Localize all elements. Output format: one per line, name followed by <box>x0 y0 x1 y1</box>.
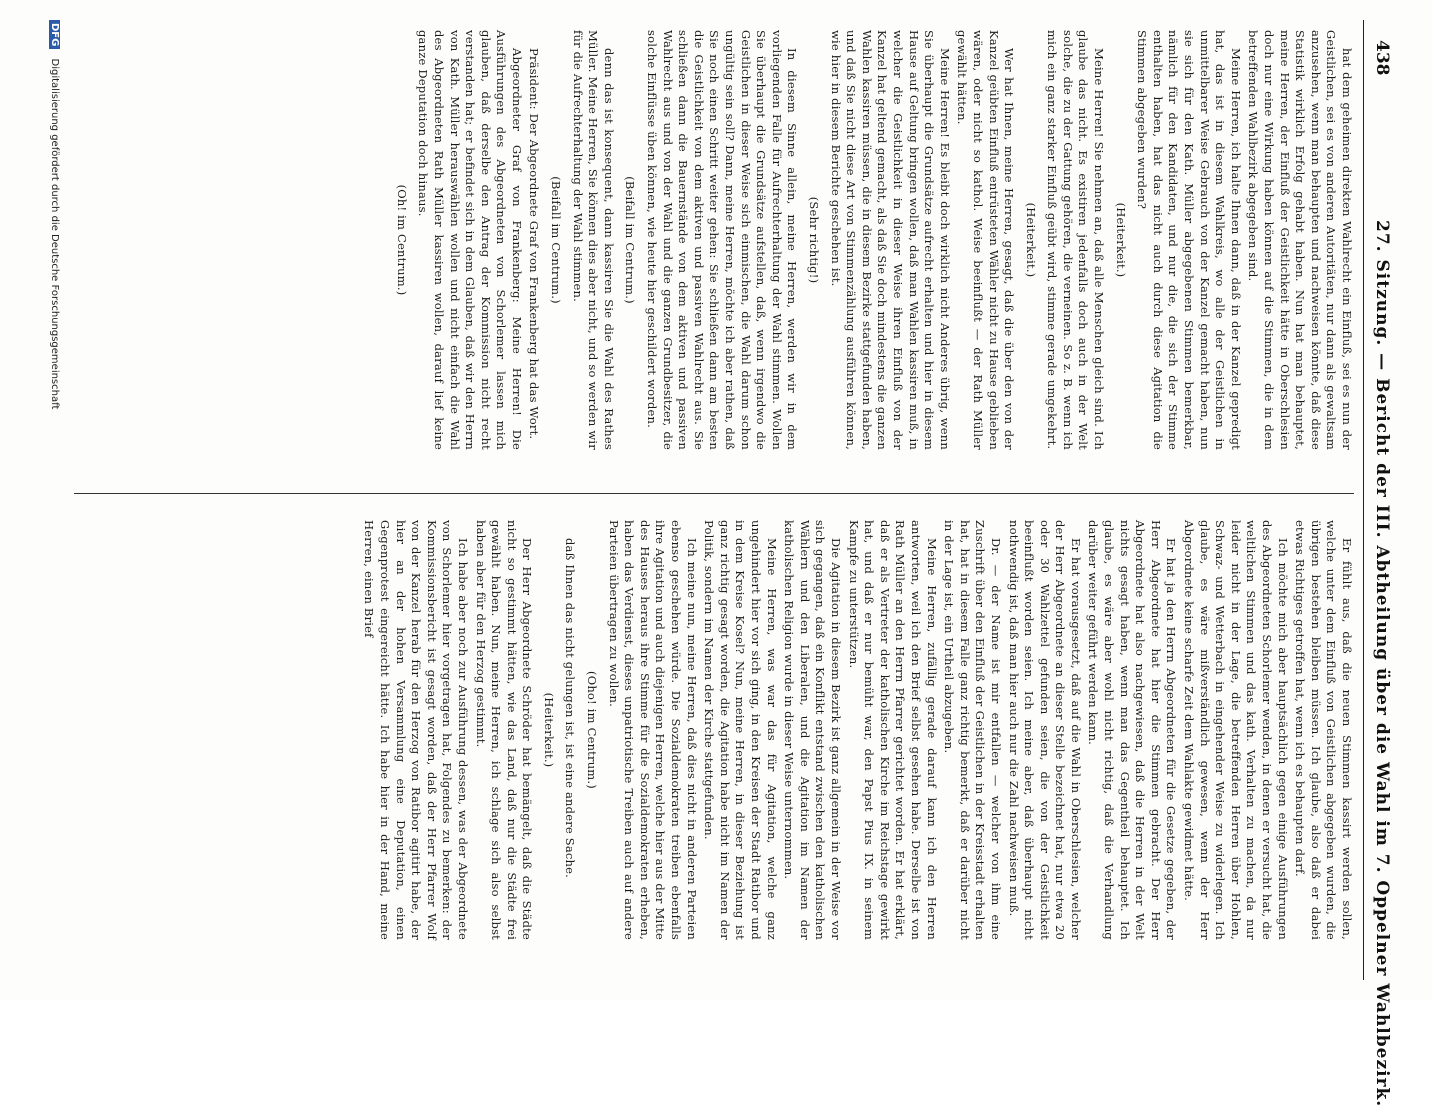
left-column-paragraph: hat dem geheimen direkten Wahlrecht ein Einfluß, sei es nun der Geistlichen, sei es von anderen Autoritäten, nur dann als gewaltsam anzusehen, wenn man behaupten und nachweisen könnte, daß diese Statistik wirklich Erfolg gehabt haben. Nun hat man behauptet, meine Herren, der Einfluß der Geistlichkeit hätte in Oberschlesien doch nur eine Wirkung haben können auf die Stimmen, die in dem betreffenden Wahlbezirk abgegeben sind. <box>1246 30 1354 450</box>
left-column-paragraph: Meine Herren! Sie nehmen an, daß alle Menschen gleich sind. Ich glaube das nicht. Es existiren jedenfalls doch auch in der Welt solche, die zu der Gattung gehören, die verneinen. So z. B. wenn ich mich ein ganz starker Einfluß geübt wird, stimme gerade umgekehrt. <box>1045 30 1107 450</box>
left-column-paragraph: (Heiterkeit.) <box>1023 202 1038 278</box>
footer-text: Digitalisierung gefördert durch die Deutsche Forschungsgemeinschaft <box>49 58 60 410</box>
left-column-paragraph: (Heiterkeit.) <box>1113 202 1128 278</box>
right-column-paragraph: Die Agitation in diesem Bezirk ist ganz allgemein in der Weise vor sich gegangen, daß ein Konflikt entstand zwischen den katholischen Wählern und den Liberalen, und die Agitation im Namen der katholischen Religion wurde in dieser Weise unternommen. <box>782 520 843 940</box>
left-column-paragraph: (Beifall im Centrum.) <box>623 176 638 304</box>
right-column-paragraph: (Heiterkeit.) <box>541 692 556 768</box>
left-column-paragraph: Meine Herren! Es bleibt doch wirklich nicht Anderes übrig, wenn Sie überhaupt die Grundsätze aufrecht erhalten und hier in diesem Hause auf Geltung bringen wollen, daß man Wahlen kassiren muß, in welcher die Geistlichkeit in dieser Weise ihren Einfluß von der Kanzel hat geltend gemacht, als daß Sie doch mindestens die ganzen Wahlen kassiren müssen, die in diesem Bezirke stattgefunden haben, und daß Sie nicht diese Art von Stimmenzählung ausführen können, wie hier in diesem Berichte geschehen ist. <box>828 30 952 450</box>
left-column-paragraph: Präsident: Der Abgeordnete Graf von Frankenberg hat das Wort. <box>527 48 542 440</box>
right-column-paragraph: Meine Herren, was war das für Agitation, welche ganz ungehindert hier vor sich ging, in den Kreisen der Stadt Ratibor und in dem Kreise Kosel? Nun, meine Herren, in dieser Beziehung ist ganz richtig gesagt worden, die Agitation habe nicht im Namen der Politik, sondern im Namen der Kirche stattgefunden. <box>702 520 779 940</box>
header-rule <box>1363 20 1364 980</box>
column-divider <box>74 493 1354 494</box>
dfg-logo: DFG <box>49 20 60 49</box>
right-column-paragraph: Er hat vorausgesetzt, daß auf die Wahl in Oberschlesien, welcher der Herr Abgeordnete an dieser Stelle bezeichnet hat, nur etwa 20 oder 30 Wahlzettel gefunden seien, die von der Geistlichkeit beeinflußt worden seien. Ich meine aber, daß überhaupt nicht nothwendig ist, daß man hier auch nur die Zahl nachweisen muß. <box>1006 520 1083 940</box>
left-column-paragraph: (Oh! im Centrum.) <box>394 184 409 296</box>
left-column-paragraph: (Sehr richtig!) <box>807 196 821 284</box>
page-number: 438 <box>1372 40 1392 76</box>
right-column-paragraph: daß Ihnen das nicht gelungen ist, ist eine andere Sache. <box>563 538 578 878</box>
right-column-paragraph: Er fühlt aus, daß die neuen Stimmen kassirt werden sollen, welche unter dem Einfluß von Geistlichen abgegeben wurden, die übrigen bestehen bleiben müssen. Ich glaube, also daß er dabei etwas Richtiges getroffen hat, wenn ich es behaupten darf. <box>1293 520 1354 940</box>
right-column-paragraph: Ich habe aber noch zur Ausführung dessen, was der Abgeordnete von Schorlemer hier vorgetragen hat, Folgendes zu bemerken: der Kommissionsbericht ist gesagt worden, daß der Herr Pfarrer Wolf von der Kanzel herab für den Herzog von Ratibor agitirt habe, der hier an der hohen Versammlung eine Deputation, einen Gegenprotest eingereicht hätte. Ich habe hier in der Hand, meine Herren, einen Brief <box>362 520 470 940</box>
left-column-paragraph: Abgeordneter Graf von Frankenberg: Meine Herren! Die Ausführungen des Abgeordneten von Schorlemer lassen mich glauben, daß derselbe den Antrag der Kommission nicht recht verstanden hat; er befindet sich in dem Glauben, daß wir den Herrn von Kath. Müller herauswählen wollen und nicht einfach die Wahl des Abgeordneten Rath Müller kassiren wollen, darauf lief keine ganze Deputation doch hinaus. <box>416 30 524 450</box>
right-column <box>359 520 1354 940</box>
right-column-paragraph: Er hat ja den Herrn Abgeordneten für die Gesetze gegeben, der Herr Abgeordnete hat hier die Stimmen gebracht. Der Herr Abgeordnete hat also nachgewiesen, daß die Herren in der Welt nichts gesagt haben, wenn man das Gegentheil behauptet. Ich glaube, es wäre aber wohl nicht richtig, daß die Verhandlung darüber weiter geführt werden kann. <box>1086 520 1179 940</box>
right-column-paragraph: Ich meine nun, meine Herren, daß dies nicht in anderen Parteien ebenso geschehen würde. Die Sozialdemokraten treiben ebenfalls ihre Agitation und auch diejenigen Herren, welche hier aus der Mitte des Hauses heraus ihre Stimme für die Sozialdemokraten erheben, haben das Verdienst, dieses unpatriotische Treiben auch auf andere Parteien übertragen zu wollen. <box>606 520 699 940</box>
left-column-paragraph: Meine Herren, ich halte Ihnen dann, daß in der Kanzel gepredigt hat, das ist in diesem Wahlkreis, wo alle der Geistlichen in unmittelbarer Weise Gebrauch von der Kanzel gemacht haben, nun sie sich für den Kath. Müller abgegebenen Stimmen bemerkbar, nämlich für den Kandidaten, und nur die, die sich der Stimme enthalten haben, hat das nicht auch durch diese Agitation die Stimmen abgegeben wurden? <box>1135 30 1243 450</box>
right-column-paragraph: (Oho! im Centrum.) <box>585 671 600 789</box>
left-column-paragraph: In diesem Sinne allein, meine Herren, werden wir in dem vorliegenden Falle für Aufrechterhaltung der Wahl stimmen. Wollen Sie überhaupt die Grundsätze aufstellen, daß, wenn irgendwo die Geistlichen in dieser Weise sich einmischen, die Wahl darum schon ungültig sein soll? Dann, meine Herren, möchte ich aber rathen, daß Sie noch einen Schritt weiter gehen: Sie schließen dann am besten die Geistlichkeit von dem aktiven und passiven Wahlrecht aus. Sie schließen dann die Bauernstände von dem aktiven und passiven Wahlrecht aus und von der Wahl und die ganzen Grundbesitzer, die solche Einflüsse üben können, wie heute hier geschildert worden. <box>645 30 800 450</box>
page-header <box>1362 40 1392 1107</box>
right-column-paragraph: Ich möchte mich aber hauptsächlich gegen einige Ausführungen des Abgeordneten Schorlemer wenden, in denen er versucht hat, die weltlichen Stimmen und das kath. Verhalten zu machen, da nur leider nicht in der Lage, die betreffenden Herren über Hohlen, Schwaz- und Wetterbach in eingehender Weise zu widerlegen. Ich glaube, es wäre mißverständlich gewesen, wenn der Herr Abgeordnete keine scharfe Zeit dem Wahlakte gewidmet hätte. <box>1182 520 1290 940</box>
rotated-page-content <box>37 0 1432 1107</box>
left-column-paragraph: Wer hat Ihnen, meine Herren, gesagt, daß die über den von der Kanzel geübten Einfluß entrüsteten Wähler nicht zu Hause geblieben wären, oder nicht so kathol. Weise beeinflußt — der Rath Müller gewählt hätten. <box>955 30 1017 450</box>
left-column <box>387 30 1354 450</box>
right-column-paragraph: Dr. — der Name ist mir entfallen — welcher von ihm eine Zuschrift über den Einfluß der Geistlichen in der Kreisstadt erhalten hat, hat in diesem Falle ganz richtig bemerkt, daß er darüber nicht in der Lage ist, ein Urtheil abzugeben. <box>942 520 1003 940</box>
left-column-paragraph: (Beifall im Centrum.) <box>549 176 564 304</box>
right-column-paragraph: Meine Herren, zufällig gerade darauf kann ich den Herren antworten, weil ich den Brief selbst gesehen habe. Derselbe ist von Rath Müller an den Herrn Pfarrer gerichtet worden. Er hat erklärt, daß er als Vertreter der katholischen Kirche im Reichstage gewirkt hat, und daß er nur bemüht war, den Papst Pius IX. in seinem Kampfe zu unterstützen. <box>846 520 939 940</box>
right-column-paragraph: Der Herr Abgeordnete Schröder hat bemängelt, daß die Städte nicht so gestimmt hätten, wie das Land, daß nur die Städte frei gewählt haben. Nun, meine Herren, ich schlage sich also selbst haben aber für den Herzog gestimmt. <box>473 520 535 940</box>
left-column-paragraph: denn das ist konsequent, dann kassiren Sie die Wahl des Rathes Müller. Meine Herren, Sie können dies aber nicht, und so werden wir für die Aufrechterhaltung der Wahl stimmen. <box>570 30 616 450</box>
page-title: 27. Sitzung. — Bericht der III. Abtheilung über die Wahl im 7. Oppelner Wahlbezirk. <box>1372 220 1392 1107</box>
digitization-footer <box>42 0 60 1000</box>
